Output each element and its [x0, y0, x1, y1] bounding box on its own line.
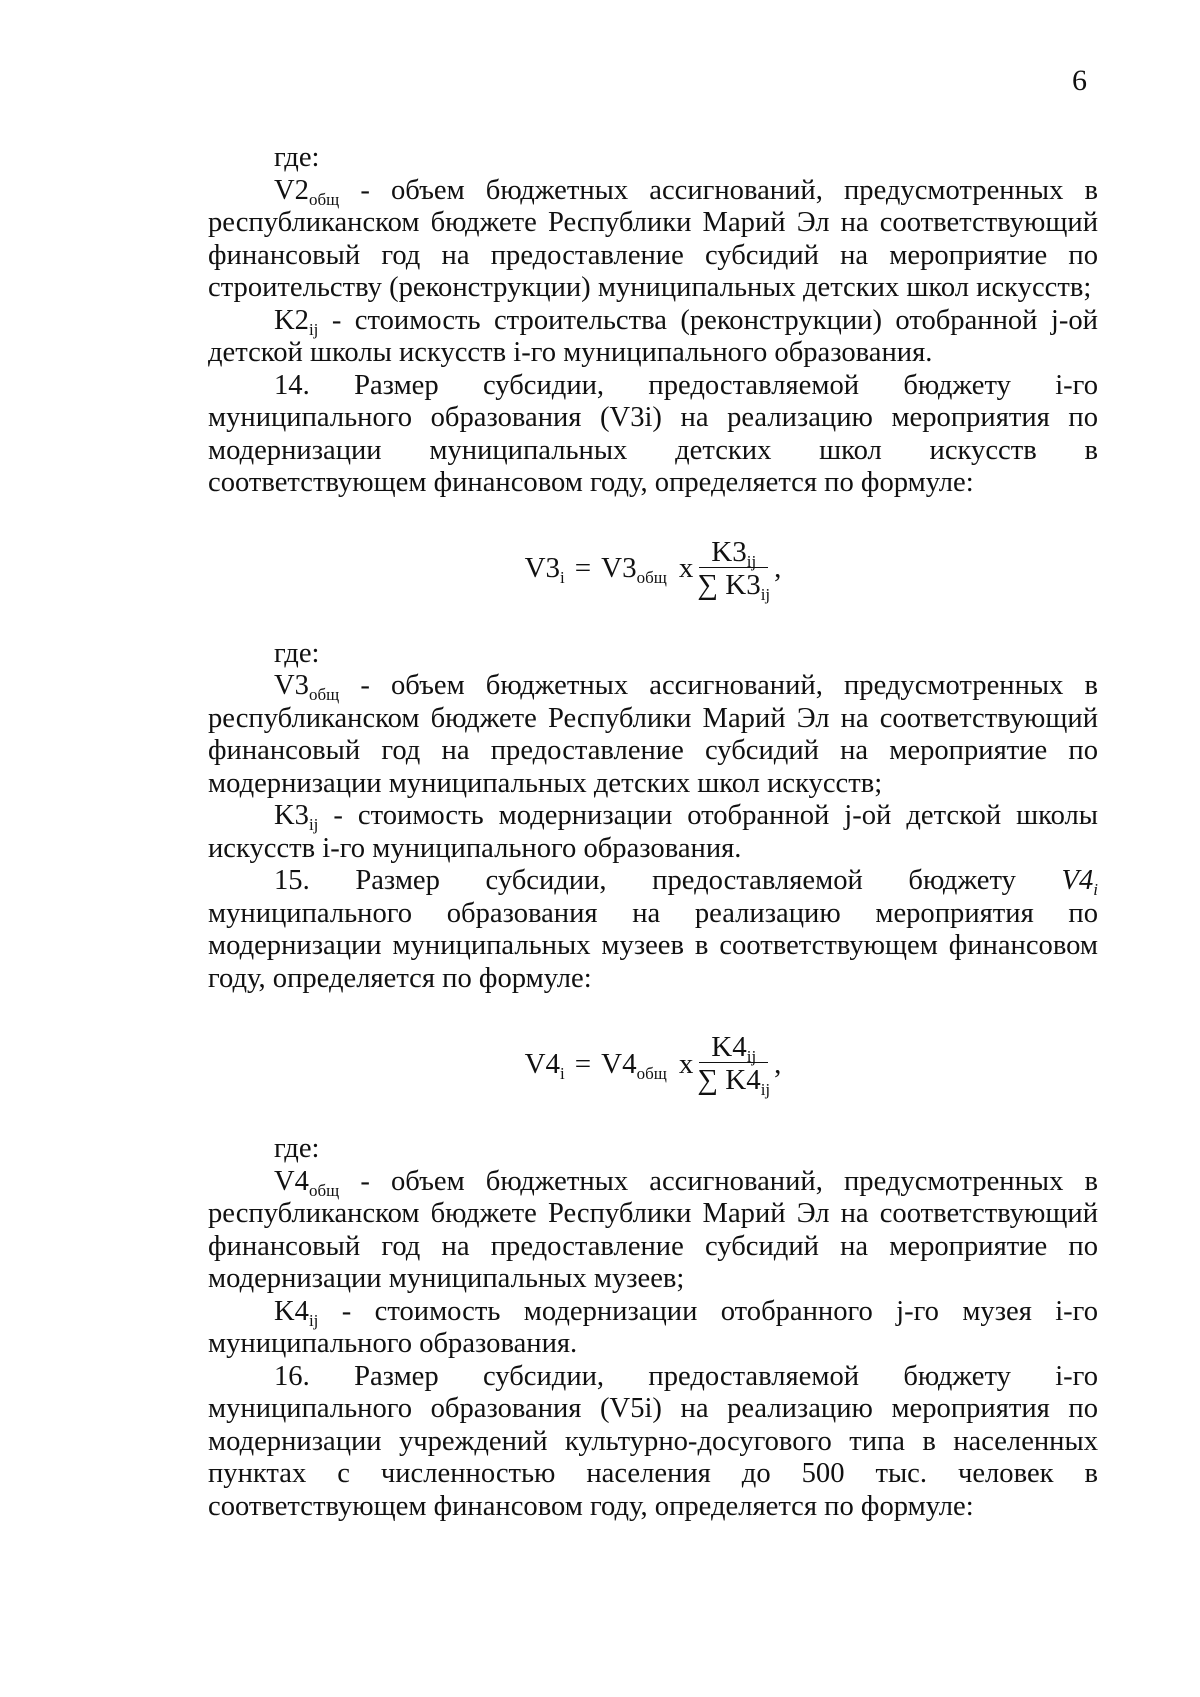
formula-equals: =	[574, 552, 592, 585]
formula-times: x	[678, 1047, 694, 1080]
definition-v4-total: $V4_{общ}$ - объем бюджетных ассигнований, предусмотренных в республиканском бюджете Республики Марий Эл на соответствующий финансовый год на предоставление субсидий на мероприятие по модернизации муниципальных музеев;	[208, 1165, 1098, 1294]
paragraph-15: 15. Размер субсидии, предоставляемой бюджету $V4_i$ муниципального образования на реализацию мероприятия по модернизации муниципальных музеев в соответствующем финансовом году, определяется по формуле:	[208, 865, 1098, 994]
formula-comma: ,	[774, 1047, 782, 1080]
definition-k4: $K4_{ij}$ - стоимость модернизации отобранного j-го музея i-го муниципального образования.	[208, 1295, 1098, 1359]
definition-v2-total	[208, 175, 1098, 305]
paragraph-16: 16. Размер субсидии, предоставляемой бюджету i-го муниципального образования (V5i) на реализацию мероприятия по модернизации учреждений культурно-досугового типа в населенных пунктах с численностью населения до 500 тыс. человек в соответствующем финансовом году, определяется по формуле:	[208, 1360, 1098, 1522]
formula-total: $V3_{общ}$	[601, 552, 667, 588]
where-label: где:	[274, 1133, 320, 1164]
document-body	[208, 142, 1098, 1523]
page-number: 6	[1072, 64, 1087, 97]
formula-fraction	[697, 535, 771, 604]
paragraph-14: 14. Размер субсидии, предоставляемой бюджету i-го муниципального образования (V3i) на реализацию мероприятия по модернизации муниципальных детских школ искусств в соответствующем финансовом году, определяется по формуле:	[208, 369, 1098, 498]
formula-v4	[208, 1015, 1098, 1113]
definition-v3-total: $V3_{общ}$ - объем бюджетных ассигнований, предусмотренных в республиканском бюджете Республики Марий Эл на соответствующий финансовый год на предоставление субсидий на мероприятие по модернизации муниципальных детских школ искусств;	[208, 670, 1098, 799]
fraction-numerator: $K3_{ij}$	[699, 537, 768, 568]
fraction-numerator: $K4_{ij}$	[699, 1032, 768, 1063]
formula-lhs: $V3_i$	[524, 552, 565, 588]
definition-k2	[208, 305, 1098, 370]
k2-description: - стоимость строительства (реконструкции) отобранной j-ой детской школы искусств i-го муниципального образования.	[208, 304, 1098, 368]
fraction-denominator: ∑ $K4_{ij}$	[697, 1064, 771, 1099]
formula-lhs: $V4_i$	[524, 1047, 565, 1083]
v2-symbol: V2	[274, 174, 309, 206]
k2-symbol: K2	[274, 304, 309, 336]
formula-times: x	[678, 552, 694, 585]
formula-fraction	[697, 1031, 771, 1099]
definition-k3: $K3_{ij}$ - стоимость модернизации отобранной j-ой детской школы искусств i-го муниципального образования.	[208, 800, 1098, 864]
formula-comma: ,	[774, 552, 782, 585]
formula-equals: =	[574, 1047, 592, 1080]
formula-total: $V4_{общ}$	[601, 1047, 667, 1083]
fraction-denominator: ∑ $K3_{ij}$	[697, 568, 771, 604]
where-label: где:	[274, 142, 320, 173]
v2-subscript: общ	[308, 189, 340, 209]
formula-v3	[208, 520, 1098, 618]
v4i-variable: $V4_i$	[1061, 865, 1098, 899]
where-label: где:	[274, 637, 320, 669]
k2-subscript: ij	[308, 319, 319, 339]
v2-description: - объем бюджетных ассигнований, предусмотренных в республиканском бюджете Республики Марий Эл на соответствующий финансовый год на предоставление субсидий на мероприятие по строительству (реконструкции) муниципальных детских школ искусств;	[208, 174, 1098, 303]
